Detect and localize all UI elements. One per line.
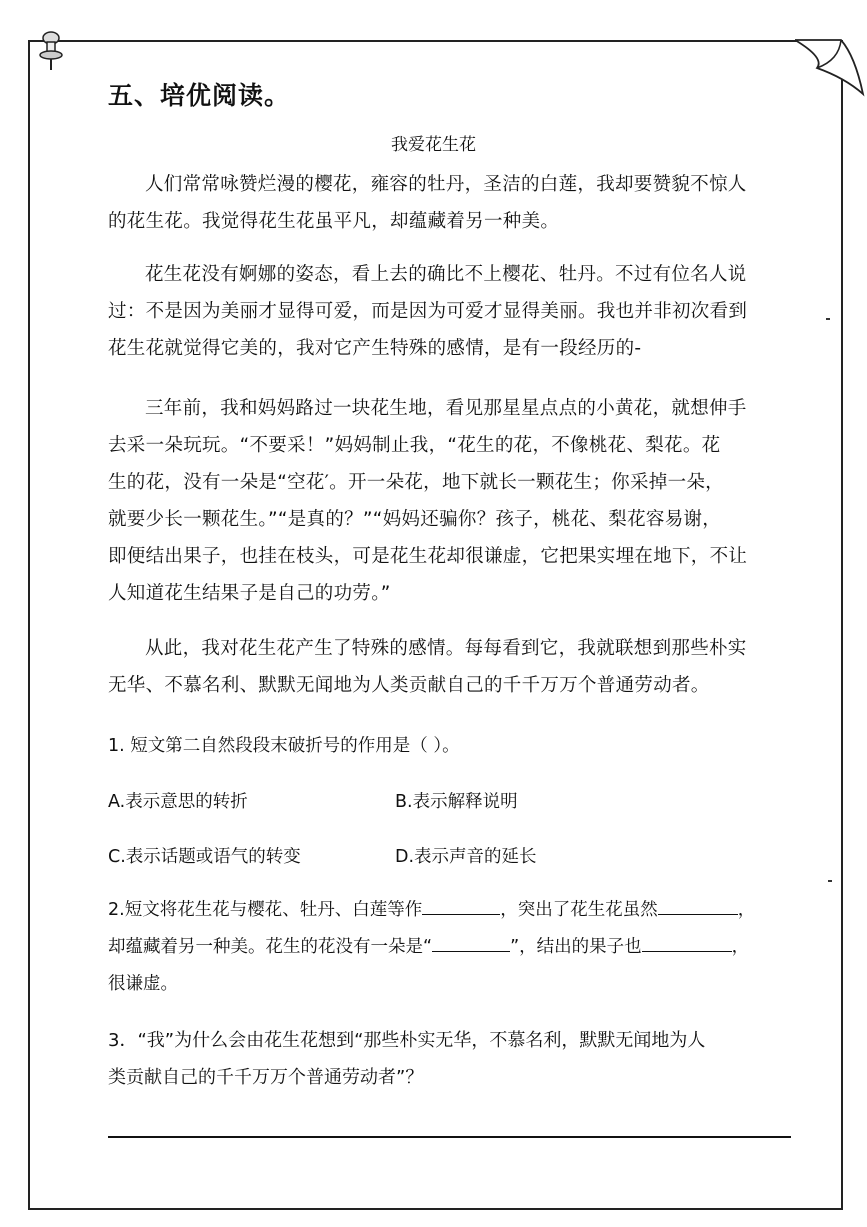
answer-blank[interactable] <box>642 931 732 952</box>
scan-mark <box>828 880 832 882</box>
question-3-line-1: 3．“我”为什么会由花生花想到“那些朴实无华，不慕名利，默默无闻地为人 <box>108 1030 706 1051</box>
answer-blank[interactable] <box>422 894 500 915</box>
scan-mark <box>826 318 830 320</box>
passage-title: 我爱花生花 <box>391 135 476 155</box>
paragraph-1 <box>108 166 792 240</box>
answer-blank[interactable] <box>432 931 510 952</box>
question-1: 1. 短文第二自然段段末破折号的作用是（ ）。 <box>108 736 460 756</box>
question-text: ， <box>737 900 756 920</box>
paragraph-line: 去采一朵玩玩。“不要采！”妈妈制止我，“花生的花，不像桃花、梨花。花 <box>108 435 721 456</box>
paragraph-line: 三年前，我和妈妈路过一块花生地，看见那星星点点的小黄花，就想伸手 <box>145 398 747 419</box>
option-d: D.表示声音的延长 <box>395 847 537 867</box>
question-text: ”，结出的果子也 <box>510 937 642 957</box>
option-c: C.表示话题或语气的转变 <box>108 847 301 867</box>
answer-writing-line[interactable] <box>108 1136 791 1138</box>
paragraph-line: 的花生花。我觉得花生花虽平凡，却蕴藏着另一种美。 <box>108 211 560 232</box>
paragraph-line: 无华、不慕名利、默默无闻地为人类贡献自己的千千万万个普通劳动者。 <box>108 675 710 696</box>
paragraph-line: 即便结出果子，也挂在枝头，可是花生花却很谦虚，它把果实埋在地下，不让 <box>108 546 748 567</box>
paragraph-line: 就要少长一颗花生。”“是真的？”“妈妈还骗你？孩子，桃花、梨花容易谢， <box>108 509 722 530</box>
question-text: 2.短文将花生花与樱花、牡丹、白莲等作 <box>108 900 423 920</box>
paragraph-line: 花生花没有婀娜的姿态，看上去的确比不上樱花、牡丹。不过有位名人说 <box>145 264 747 285</box>
paragraph-line: 过：不是因为美丽才显得可爱，而是因为可爱才显得美丽。我也并非初次看到 <box>108 301 748 322</box>
option-b: B.表示解释说明 <box>395 792 518 812</box>
paragraph-line: 人知道花生结果子是自己的功劳。” <box>108 583 391 604</box>
question-text: 却蕴藏着另一种美。花生的花没有一朵是“ <box>108 937 433 957</box>
paragraph-4 <box>108 630 792 704</box>
question-2-line-3: 很谦虚。 <box>108 974 178 994</box>
paragraph-3 <box>108 390 792 612</box>
question-text: ，突出了花生花虽然 <box>500 900 658 920</box>
paragraph-line: 花生花就觉得它美的，我对它产生特殊的感情，是有一段经历的- <box>108 338 642 359</box>
question-2-line-2 <box>108 929 798 966</box>
paragraph-line: 生的花，没有一朵是“空花′。开一朵花，地下就长一颗花生；你采掉一朵， <box>108 472 724 493</box>
question-2 <box>108 892 798 1003</box>
page-curl-icon <box>795 38 865 98</box>
section-heading: 五、培优阅读。 <box>108 81 291 110</box>
paragraph-line: 从此，我对花生花产生了特殊的感情。每每看到它，我就联想到那些朴实 <box>145 638 747 659</box>
question-2-line-1 <box>108 892 798 929</box>
paragraph-2 <box>108 256 792 367</box>
pushpin-icon <box>36 30 66 72</box>
option-a: A.表示意思的转折 <box>108 792 248 812</box>
answer-blank[interactable] <box>658 894 738 915</box>
question-text: ， <box>731 937 750 957</box>
question-3 <box>108 1022 798 1096</box>
paragraph-line: 人们常常咏赞烂漫的樱花，雍容的牡丹，圣洁的白莲，我却要赞貌不惊人 <box>145 174 747 195</box>
question-3-line-2: 类贡献自己的千千万万个普通劳动者”？ <box>108 1067 424 1088</box>
